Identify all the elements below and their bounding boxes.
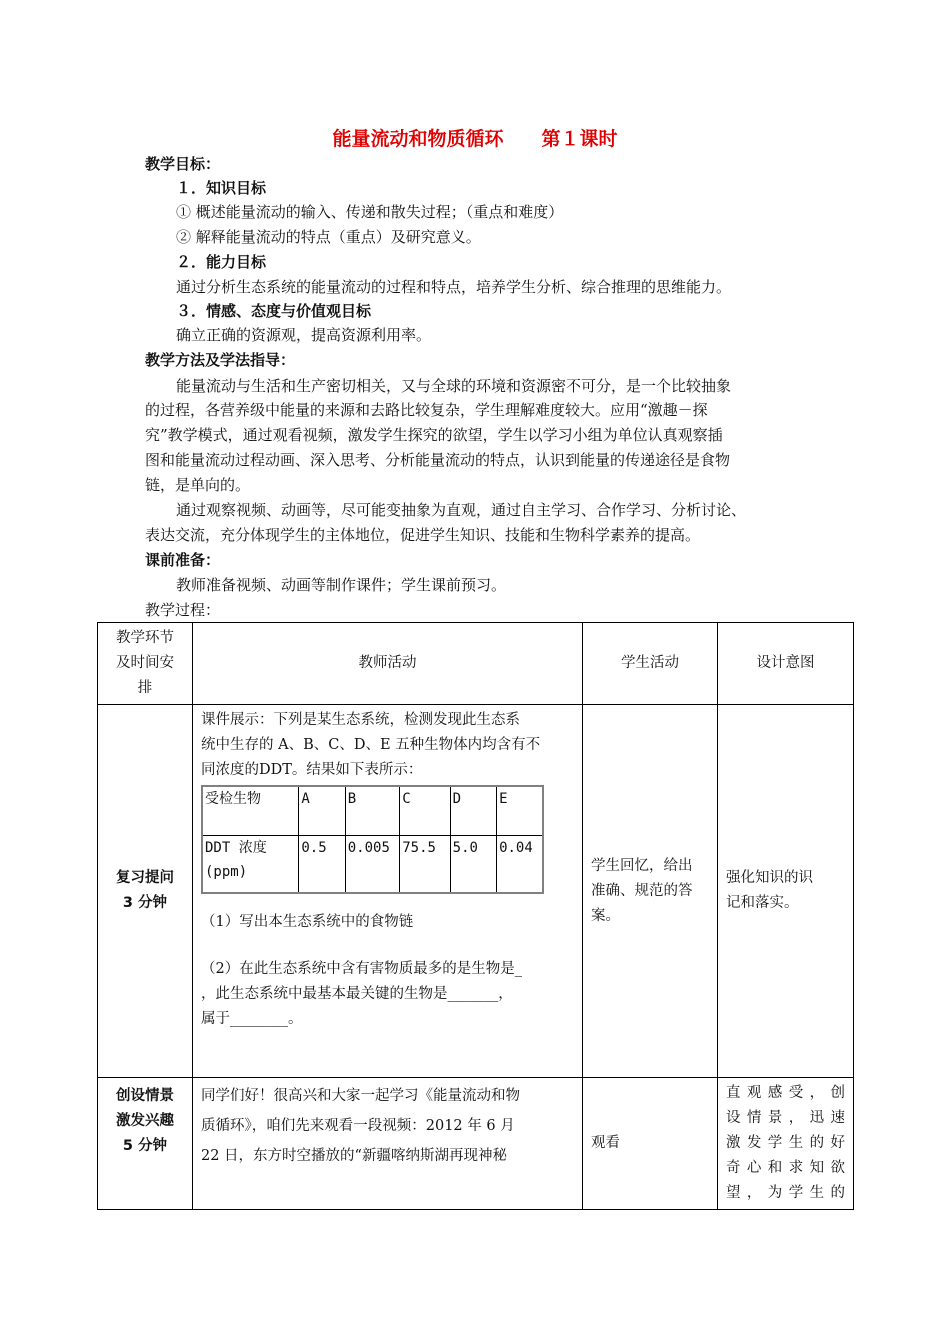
table-header-row [98, 623, 854, 705]
header-teacher: 教师活动 [193, 623, 583, 705]
methods-line: 能量流动与生活和生产密切相关，又与全球的环境和资源密不可分，是一个比较抽象 [176, 377, 732, 395]
methods-line: 表达交流，充分体现学生的主体地位，促进学生知识、技能和生物科学素养的提高。 [145, 526, 701, 544]
ddt-value: 0.04 [497, 836, 543, 894]
preparation-text: 教师准备视频、动画等制作课件；学生课前预习。 [176, 576, 507, 594]
preparation-heading: 课前准备： [145, 551, 221, 569]
knowledge-item: ① 概述能量流动的输入、传递和散失过程；（重点和难度） [176, 203, 564, 221]
knowledge-heading: １．知识目标 [176, 179, 267, 197]
student-activity-scenario: 观看 [583, 1078, 718, 1210]
ddt-value: 5.0 [450, 836, 496, 894]
methods-heading: 教学方法及学法指导： [145, 351, 296, 369]
ddt-header: D [450, 786, 496, 836]
ddt-row-label: DDT 浓度(ppm) [202, 836, 299, 894]
design-intent-review: 强化知识的识 记和落实。 [718, 705, 854, 1078]
knowledge-item: ② 解释能量流动的特点（重点）及研究意义。 [176, 228, 481, 246]
process-label: 教学过程： [145, 601, 221, 619]
ddt-value: 75.5 [400, 836, 450, 894]
methods-line: 链，是单向的。 [145, 476, 251, 494]
ddt-value: 0.005 [345, 836, 399, 894]
ddt-header: B [345, 786, 399, 836]
methods-line: 图和能量流动过程动画、深入思考、分析能量流动的特点，认识到能量的传递途径是食物 [145, 451, 731, 469]
ddt-value: 0.5 [299, 836, 345, 894]
methods-line: 究”教学模式，通过观看视频，激发学生探究的欲望，学生以学习小组为单位认真观察插 [145, 426, 723, 444]
page-title: 能量流动和物质循环 第１课时 [332, 128, 618, 150]
question-2-line: （2）在此生态系统中含有害物质最多的是生物是_ [201, 961, 522, 977]
objectives-heading: 教学目标： [145, 155, 221, 173]
ddt-header: E [497, 786, 543, 836]
question-1: （1）写出本生态系统中的食物链 [201, 914, 414, 930]
student-activity-review: 学生回忆，给出 准确、规范的答 案。 [583, 705, 718, 1078]
stage-review: 复习提问 3 分钟 [98, 705, 193, 1078]
emotion-heading: ３．情感、态度与价值观目标 [176, 302, 372, 320]
ddt-header: 受检生物 [202, 786, 299, 836]
ddt-table [201, 785, 544, 894]
ability-text: 通过分析生态系统的能量流动的过程和特点，培养学生分析、综合推理的思维能力。 [176, 278, 732, 296]
header-stage: 教学环节 及时间安 排 [98, 623, 193, 705]
ddt-header: A [299, 786, 345, 836]
design-intent-scenario: 直观感受，创 设情景，迅速 激发学生的好 奇心和求知欲 望，为学生的 [718, 1078, 854, 1210]
table-row [98, 705, 854, 1078]
methods-line: 通过观察视频、动画等，尽可能变抽象为直观，通过自主学习、合作学习、分析讨论、 [176, 501, 747, 519]
teacher-activity-review: 课件展示：下列是某生态系统，检测发现此生态系 统中生存的 A、B、C、D、E 五种生物体内均含有不 同浓度的DDT。结果如下表所示： 受检生物 A B C D E DDT 浓度(ppm) 0.5 0.005 75.5 5.0 0.04 （1）写出本生态系统中的食物链 （2）在此生态系统中含有害物质最多的是生物是_ ，此生态系统中最基本最关键的生物是_______， 属于________。 [193, 705, 583, 1078]
header-intent: 设计意图 [718, 623, 854, 705]
teacher-activity-scenario: 同学们好！很高兴和大家一起学习《能量流动和物 质循环》，咱们先来观看一段视频：2012 年 6 月 22 日，东方时空播放的“新疆喀纳斯湖再现神秘 [193, 1078, 583, 1210]
stage-scenario: 创设情景 激发兴趣 5 分钟 [98, 1078, 193, 1210]
question-2-line: 属于________。 [201, 1011, 303, 1027]
header-student: 学生活动 [583, 623, 718, 705]
lesson-process-table [97, 622, 854, 1210]
emotion-text: 确立正确的资源观，提高资源利用率。 [176, 326, 432, 344]
methods-line: 的过程，各营养级中能量的来源和去路比较复杂，学生理解难度较大。应用“激趣－探 [145, 401, 708, 419]
question-2-line: ，此生态系统中最基本最关键的生物是_______， [201, 986, 513, 1002]
ddt-header: C [400, 786, 450, 836]
ability-heading: ２．能力目标 [176, 253, 267, 271]
table-row [98, 1078, 854, 1210]
